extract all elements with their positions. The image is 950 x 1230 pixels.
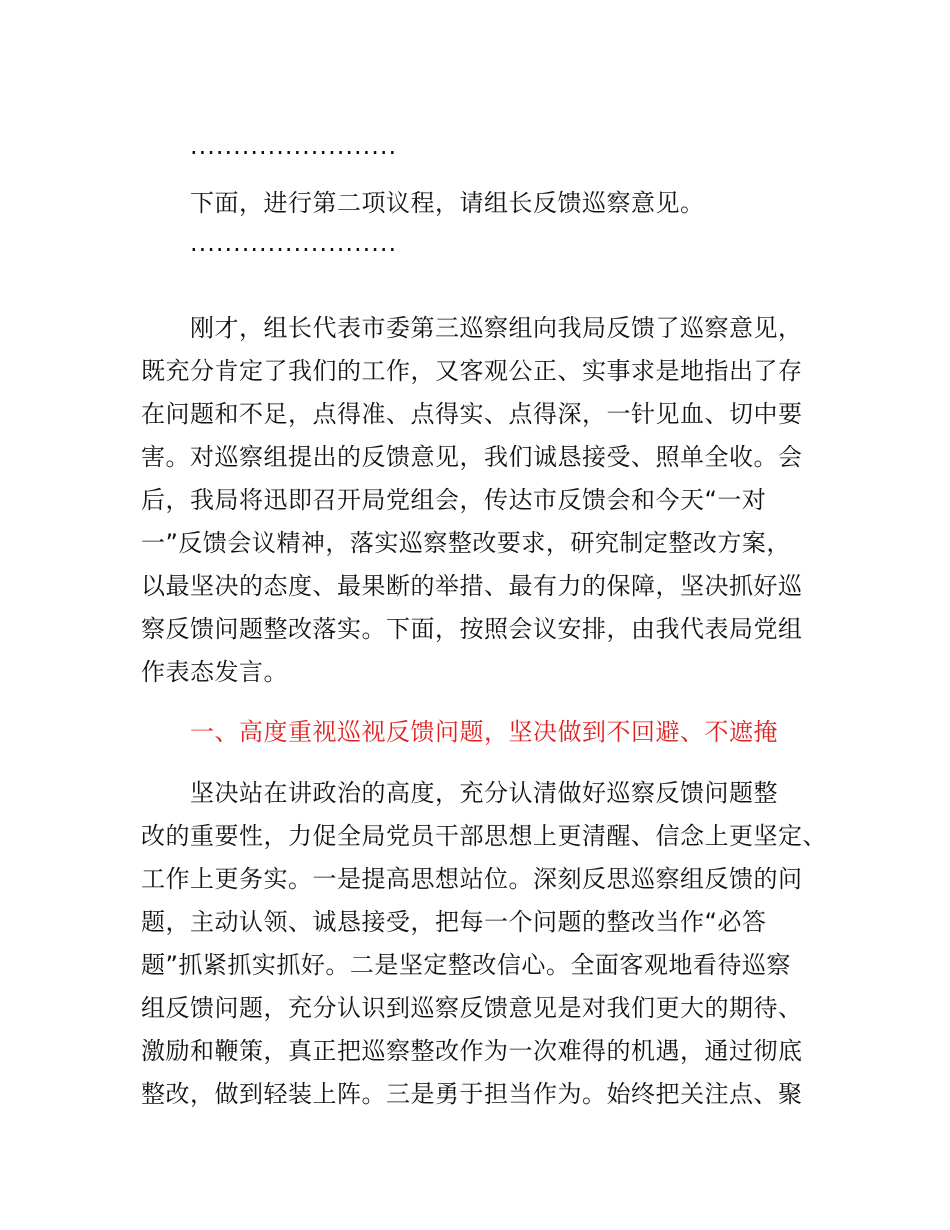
ellipsis-line: ........................ [190, 229, 398, 257]
section-heading: 一、高度重视巡视反馈问题，坚决做到不回避、不遮掩 [190, 718, 778, 746]
paragraph-line: 改的重要性，力促全局党员干部思想上更清醒、信念上更坚定、 [141, 822, 827, 850]
paragraph-line: 在问题和不足，点得准、点得实、点得深，一针见血、切中要 [141, 400, 803, 428]
paragraph-line: 刚才，组长代表市委第三巡察组向我局反馈了巡察意见， [190, 314, 803, 342]
paragraph-line: 既充分肯定了我们的工作，又客观公正、实事求是地指出了存 [141, 357, 803, 385]
paragraph-line: 以最坚决的态度、最果断的举措、最有力的保障，坚决抓好巡 [141, 572, 803, 600]
paragraph-line: 作表态发言。 [141, 658, 288, 686]
paragraph-line: 一”反馈会议精神，落实巡察整改要求，研究制定整改方案， [141, 529, 791, 557]
paragraph-line: 后，我局将迅即召开局党组会，传达市反馈会和今天“一对 [141, 486, 767, 514]
agenda-item-text: 下面，进行第二项议程，请组长反馈巡察意见。 [190, 189, 705, 217]
paragraph-line: 整改，做到轻装上阵。三是勇于担当作为。始终把关注点、聚 [141, 1080, 803, 1108]
paragraph-line: 工作上更务实。一是提高思想站位。深刻反思巡察组反馈的问 [141, 865, 803, 893]
paragraph-line: 题”抓紧抓实抓好。二是坚定整改信心。全面客观地看待巡察 [141, 951, 791, 979]
paragraph-line: 激励和鞭策，真正把巡察整改作为一次难得的机遇，通过彻底 [141, 1037, 803, 1065]
paragraph-line: 害。对巡察组提出的反馈意见，我们诚恳接受、照单全收。会 [141, 443, 803, 471]
paragraph-line: 题，主动认领、诚恳接受，把每一个问题的整改当作“必答 [141, 908, 767, 936]
paragraph-line: 察反馈问题整改落实。下面，按照会议安排，由我代表局党组 [141, 615, 803, 643]
paragraph-line: 组反馈问题，充分认识到巡察反馈意见是对我们更大的期待、 [141, 994, 803, 1022]
ellipsis-line: ........................ [190, 132, 398, 160]
paragraph-line: 坚决站在讲政治的高度，充分认清做好巡察反馈问题整 [190, 779, 778, 807]
